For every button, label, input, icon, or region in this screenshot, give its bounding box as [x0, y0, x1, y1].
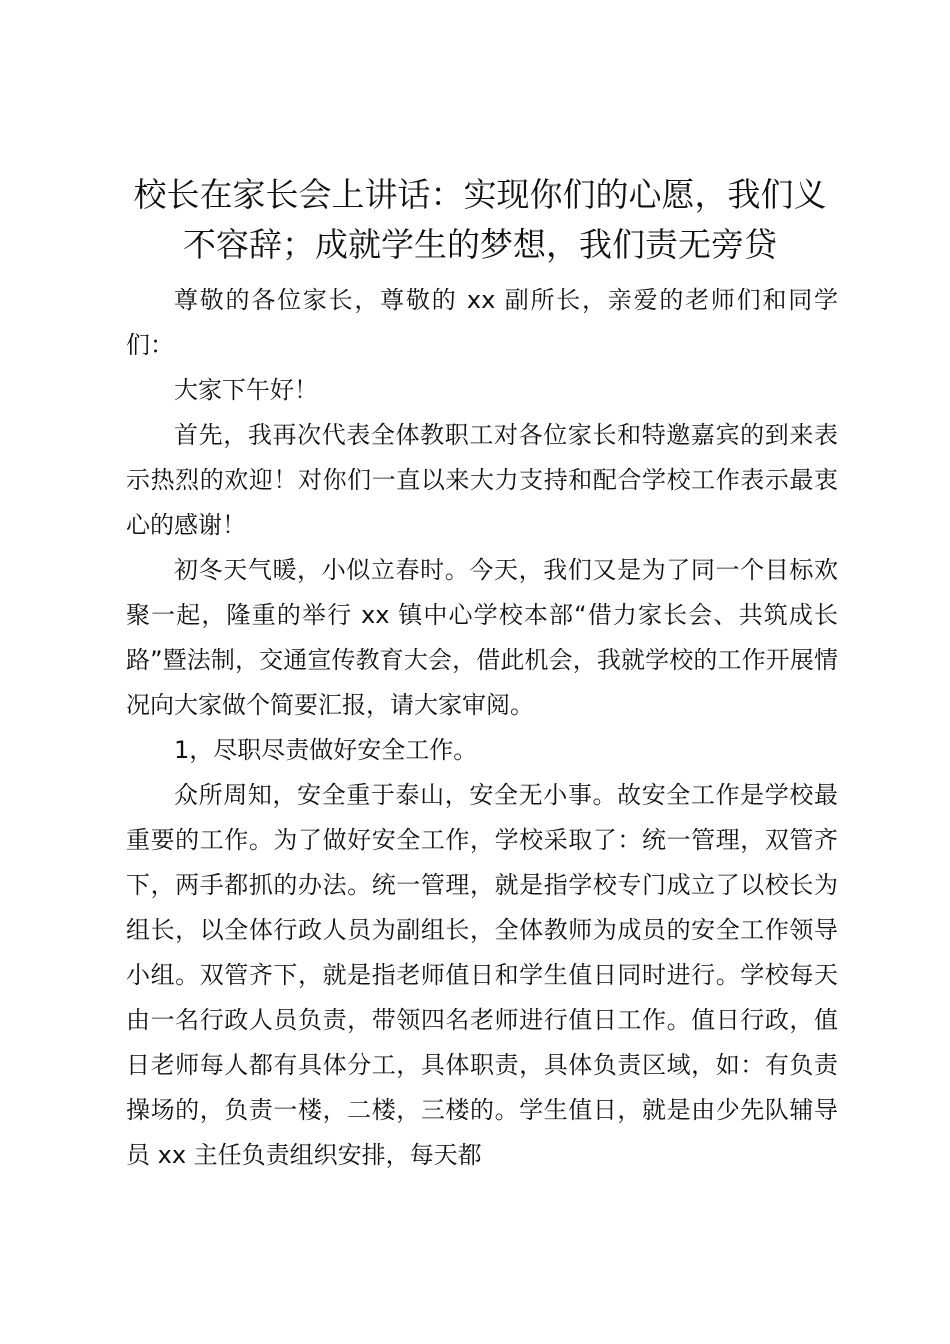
document-title: 校长在家长会上讲话：实现你们的心愿，我们义不容辞；成就学生的梦想，我们责无旁贷	[133, 175, 827, 264]
document-body	[126, 278, 838, 1178]
safety-paragraph: 众所周知，安全重于泰山，安全无小事。故安全工作是学校最重要的工作。为了做好安全工作，学校采取了：统一管理，双管齐下，两手都抓的办法。统一管理，就是指学校专门成立了以校长为组长，以全体行政人员为副组长，全体教师为成员的安全工作领导小组。双管齐下，就是指老师值日和学生值日同时进行。学校每天由一名行政人员负责，带领四名老师进行值日工作。值日行政，值日老师每人都有具体分工，具体职责，具体负责区域，如：有负责操场的，负责一楼，二楼，三楼的。学生值日，就是由少先队辅导员 xx 主任负责组织安排，每天都	[126, 781, 838, 1169]
introduction-paragraph: 初冬天气暖，小似立春时。今天，我们又是为了同一个目标欢聚一起，隆重的举行 xx 镇中心学校本部“借力家长会、共筑成长路”暨法制，交通宣传教育大会，借此机会，我就学校的工作开展情况向大家做个简要汇报，请大家审阅。	[126, 556, 838, 719]
section-heading-safety: 1，尽职尽责做好安全工作。	[174, 736, 478, 764]
greeting-paragraph: 大家下午好！	[174, 376, 318, 404]
welcome-paragraph: 首先，我再次代表全体教职工对各位家长和特邀嘉宾的到来表示热烈的欢迎！对你们一直以来大力支持和配合学校工作表示最衷心的感谢！	[126, 421, 838, 539]
salutation-paragraph: 尊敬的各位家长，尊敬的 xx 副所长，亲爱的老师们和同学们：	[126, 286, 838, 359]
